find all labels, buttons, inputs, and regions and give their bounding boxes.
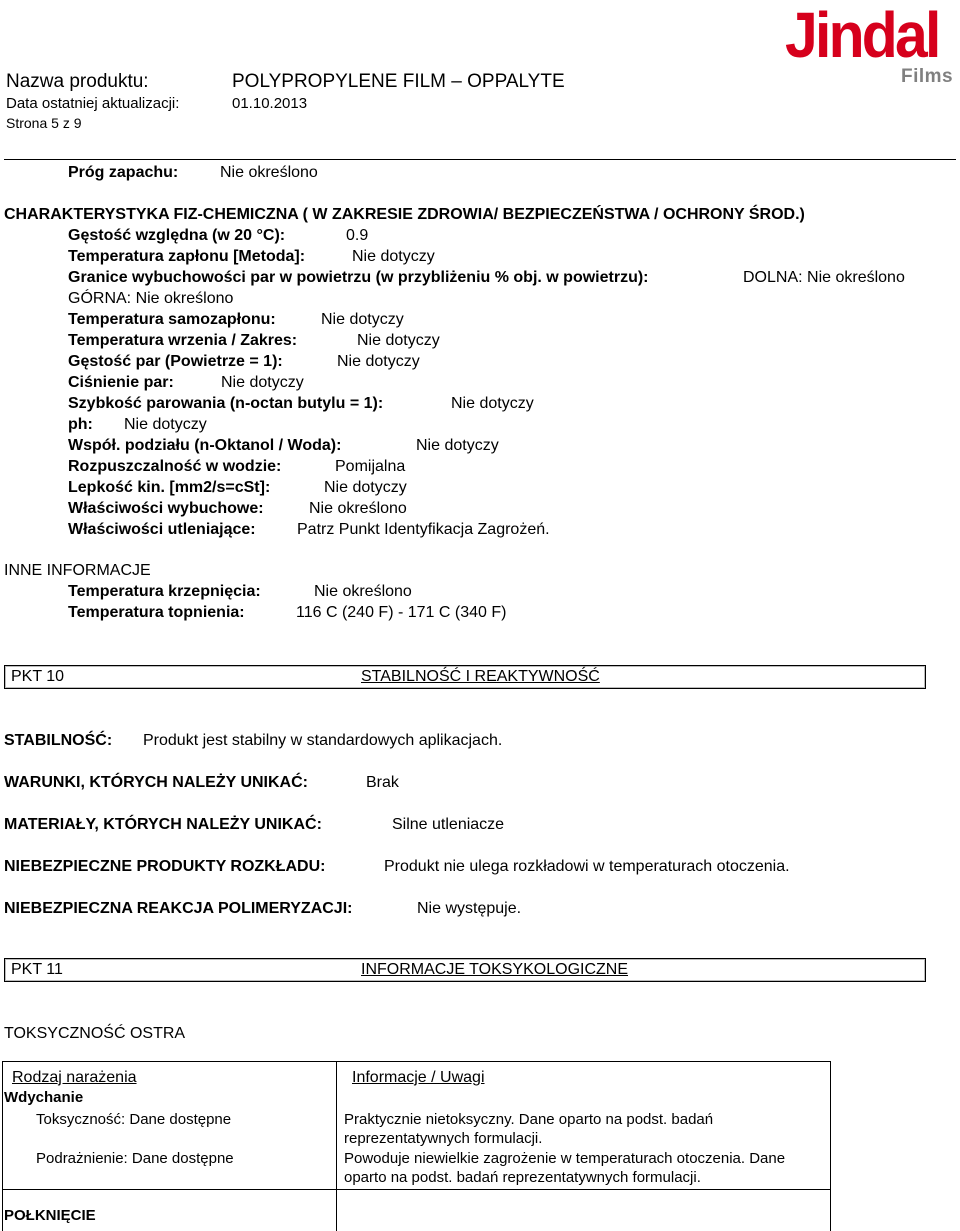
column-header-exposure: Rodzaj narażenia: [12, 1069, 137, 1086]
update-date-value: 01.10.2013: [232, 95, 308, 112]
vapor-pressure-value: Nie dotyczy: [221, 374, 304, 391]
polymerization-label: NIEBEZPIECZNA REAKCJA POLIMERYZACJI:: [4, 900, 353, 917]
flash-point-value: Nie dotyczy: [352, 248, 435, 265]
conditions-to-avoid-label: WARUNKI, KTÓRYCH NALEŻY UNIKAĆ:: [4, 774, 308, 791]
autoignition-value: Nie dotyczy: [321, 311, 404, 328]
viscosity-value: Nie dotyczy: [324, 479, 407, 496]
product-name-value: POLYPROPYLENE FILM – OPPALYTE: [232, 71, 565, 92]
evaporation-rate-value: Nie dotyczy: [451, 395, 534, 412]
ph-value: Nie dotyczy: [124, 416, 207, 433]
section-bar-pkt10: [4, 665, 926, 689]
page-number: Strona 5 z 9: [6, 115, 82, 131]
oxidizing-properties-label: Właściwości utleniające:: [68, 521, 256, 538]
vapor-density-value: Nie dotyczy: [337, 353, 420, 370]
conditions-to-avoid-value: Brak: [366, 774, 399, 791]
product-name-label: Nazwa produktu:: [6, 71, 149, 92]
section-title: STABILNOŚĆ I REAKTYWNOŚĆ: [361, 668, 600, 685]
table-border: [830, 1061, 831, 1231]
flash-point-label: Temperatura zapłonu [Metoda]:: [68, 248, 306, 265]
boiling-point-value: Nie dotyczy: [357, 332, 440, 349]
density-label: Gęstość względna (w 20 °C):: [68, 227, 286, 244]
water-solubility-label: Rozpuszczalność w wodzie:: [68, 458, 282, 475]
section-bar-pkt11: [4, 958, 926, 982]
explosion-upper-value: GÓRNA: Nie określono: [68, 290, 234, 307]
oxidizing-properties-value: Patrz Punkt Identyfikacja Zagrożeń.: [297, 521, 550, 538]
exposure-group-inhalation: Wdychanie: [4, 1089, 84, 1106]
exposure-group-ingestion: POŁKNIĘCIE: [4, 1207, 96, 1224]
explosion-lower-value: DOLNA: Nie określono: [743, 269, 905, 286]
update-date-label: Data ostatniej aktualizacji:: [6, 95, 180, 112]
table-row-divider: [2, 1189, 831, 1190]
section-title: INFORMACJE TOKSYKOLOGICZNE: [361, 961, 629, 978]
odor-threshold-value: Nie określono: [220, 164, 318, 181]
autoignition-label: Temperatura samozapłonu:: [68, 311, 276, 328]
melting-point-label: Temperatura topnienia:: [68, 604, 245, 621]
stability-value: Produkt jest stabilny w standardowych aplikacjach.: [143, 732, 503, 749]
partition-coefficient-label: Współ. podziału (n-Oktanol / Woda):: [68, 437, 342, 454]
explosive-properties-label: Właściwości wybuchowe:: [68, 500, 264, 517]
decomposition-products-value: Produkt nie ulega rozkładowi w temperaturach otoczenia.: [384, 858, 790, 875]
evaporation-rate-label: Szybkość parowania (n-octan butylu = 1):: [68, 395, 384, 412]
boiling-point-label: Temperatura wrzenia / Zakres:: [68, 332, 298, 349]
table-row-type: Podrażnienie: Dane dostępne: [36, 1150, 234, 1167]
section-heading-physchem: CHARAKTERYSTYKA FIZ-CHEMICZNA ( W ZAKRESIE ZDROWIA/ BEZPIECZEŃSTWA / OCHRONY ŚROD.): [4, 206, 805, 223]
company-logo: Jindal: [785, 0, 939, 71]
decomposition-products-label: NIEBEZPIECZNE PRODUKTY ROZKŁADU:: [4, 858, 326, 875]
table-row-info: Praktycznie nietoksyczny. Dane oparto na podst. badań reprezentatywnych formulacji.: [344, 1111, 714, 1147]
viscosity-label: Lepkość kin. [mm2/s=cSt]:: [68, 479, 271, 496]
melting-point-value: 116 C (240 F) - 171 C (340 F): [296, 604, 507, 621]
polymerization-value: Nie występuje.: [417, 900, 522, 917]
section-number: PKT 10: [11, 668, 65, 685]
table-row-type: Toksyczność: Dane dostępne: [36, 1111, 232, 1128]
partition-coefficient-value: Nie dotyczy: [416, 437, 499, 454]
column-header-info: Informacje / Uwagi: [352, 1069, 485, 1086]
explosive-properties-value: Nie określono: [309, 500, 407, 517]
density-value: 0.9: [346, 227, 369, 244]
freezing-point-value: Nie określono: [314, 583, 412, 600]
vapor-density-label: Gęstość par (Powietrze = 1):: [68, 353, 283, 370]
stability-label: STABILNOŚĆ:: [4, 732, 113, 749]
section-number: PKT 11: [11, 961, 63, 978]
freezing-point-label: Temperatura krzepnięcia:: [68, 583, 261, 600]
table-border: [2, 1061, 3, 1231]
water-solubility-value: Pomijalna: [335, 458, 406, 475]
company-logo-sub: Films: [901, 66, 954, 87]
acute-toxicity-heading: TOKSYCZNOŚĆ OSTRA: [4, 1025, 186, 1042]
header-divider: [4, 159, 956, 160]
materials-to-avoid-value: Silne utleniacze: [392, 816, 505, 833]
ph-label: ph:: [68, 416, 93, 433]
odor-threshold-label: Próg zapachu:: [68, 164, 179, 181]
table-row-info: Powoduje niewielkie zagrożenie w temperaturach otoczenia. Dane oparto na podst. badań reprezentatywnych formulacji.: [344, 1150, 786, 1186]
table-border: [2, 1061, 831, 1062]
explosion-limits-label: Granice wybuchowości par w powietrzu (w przybliżeniu % obj. w powietrzu):: [68, 269, 649, 286]
toxicity-table: [2, 1061, 831, 1231]
materials-to-avoid-label: MATERIAŁY, KTÓRYCH NALEŻY UNIKAĆ:: [4, 816, 322, 833]
table-divider: [336, 1061, 337, 1231]
vapor-pressure-label: Ciśnienie par:: [68, 374, 174, 391]
section-heading-other-info: INNE INFORMACJE: [4, 562, 151, 579]
